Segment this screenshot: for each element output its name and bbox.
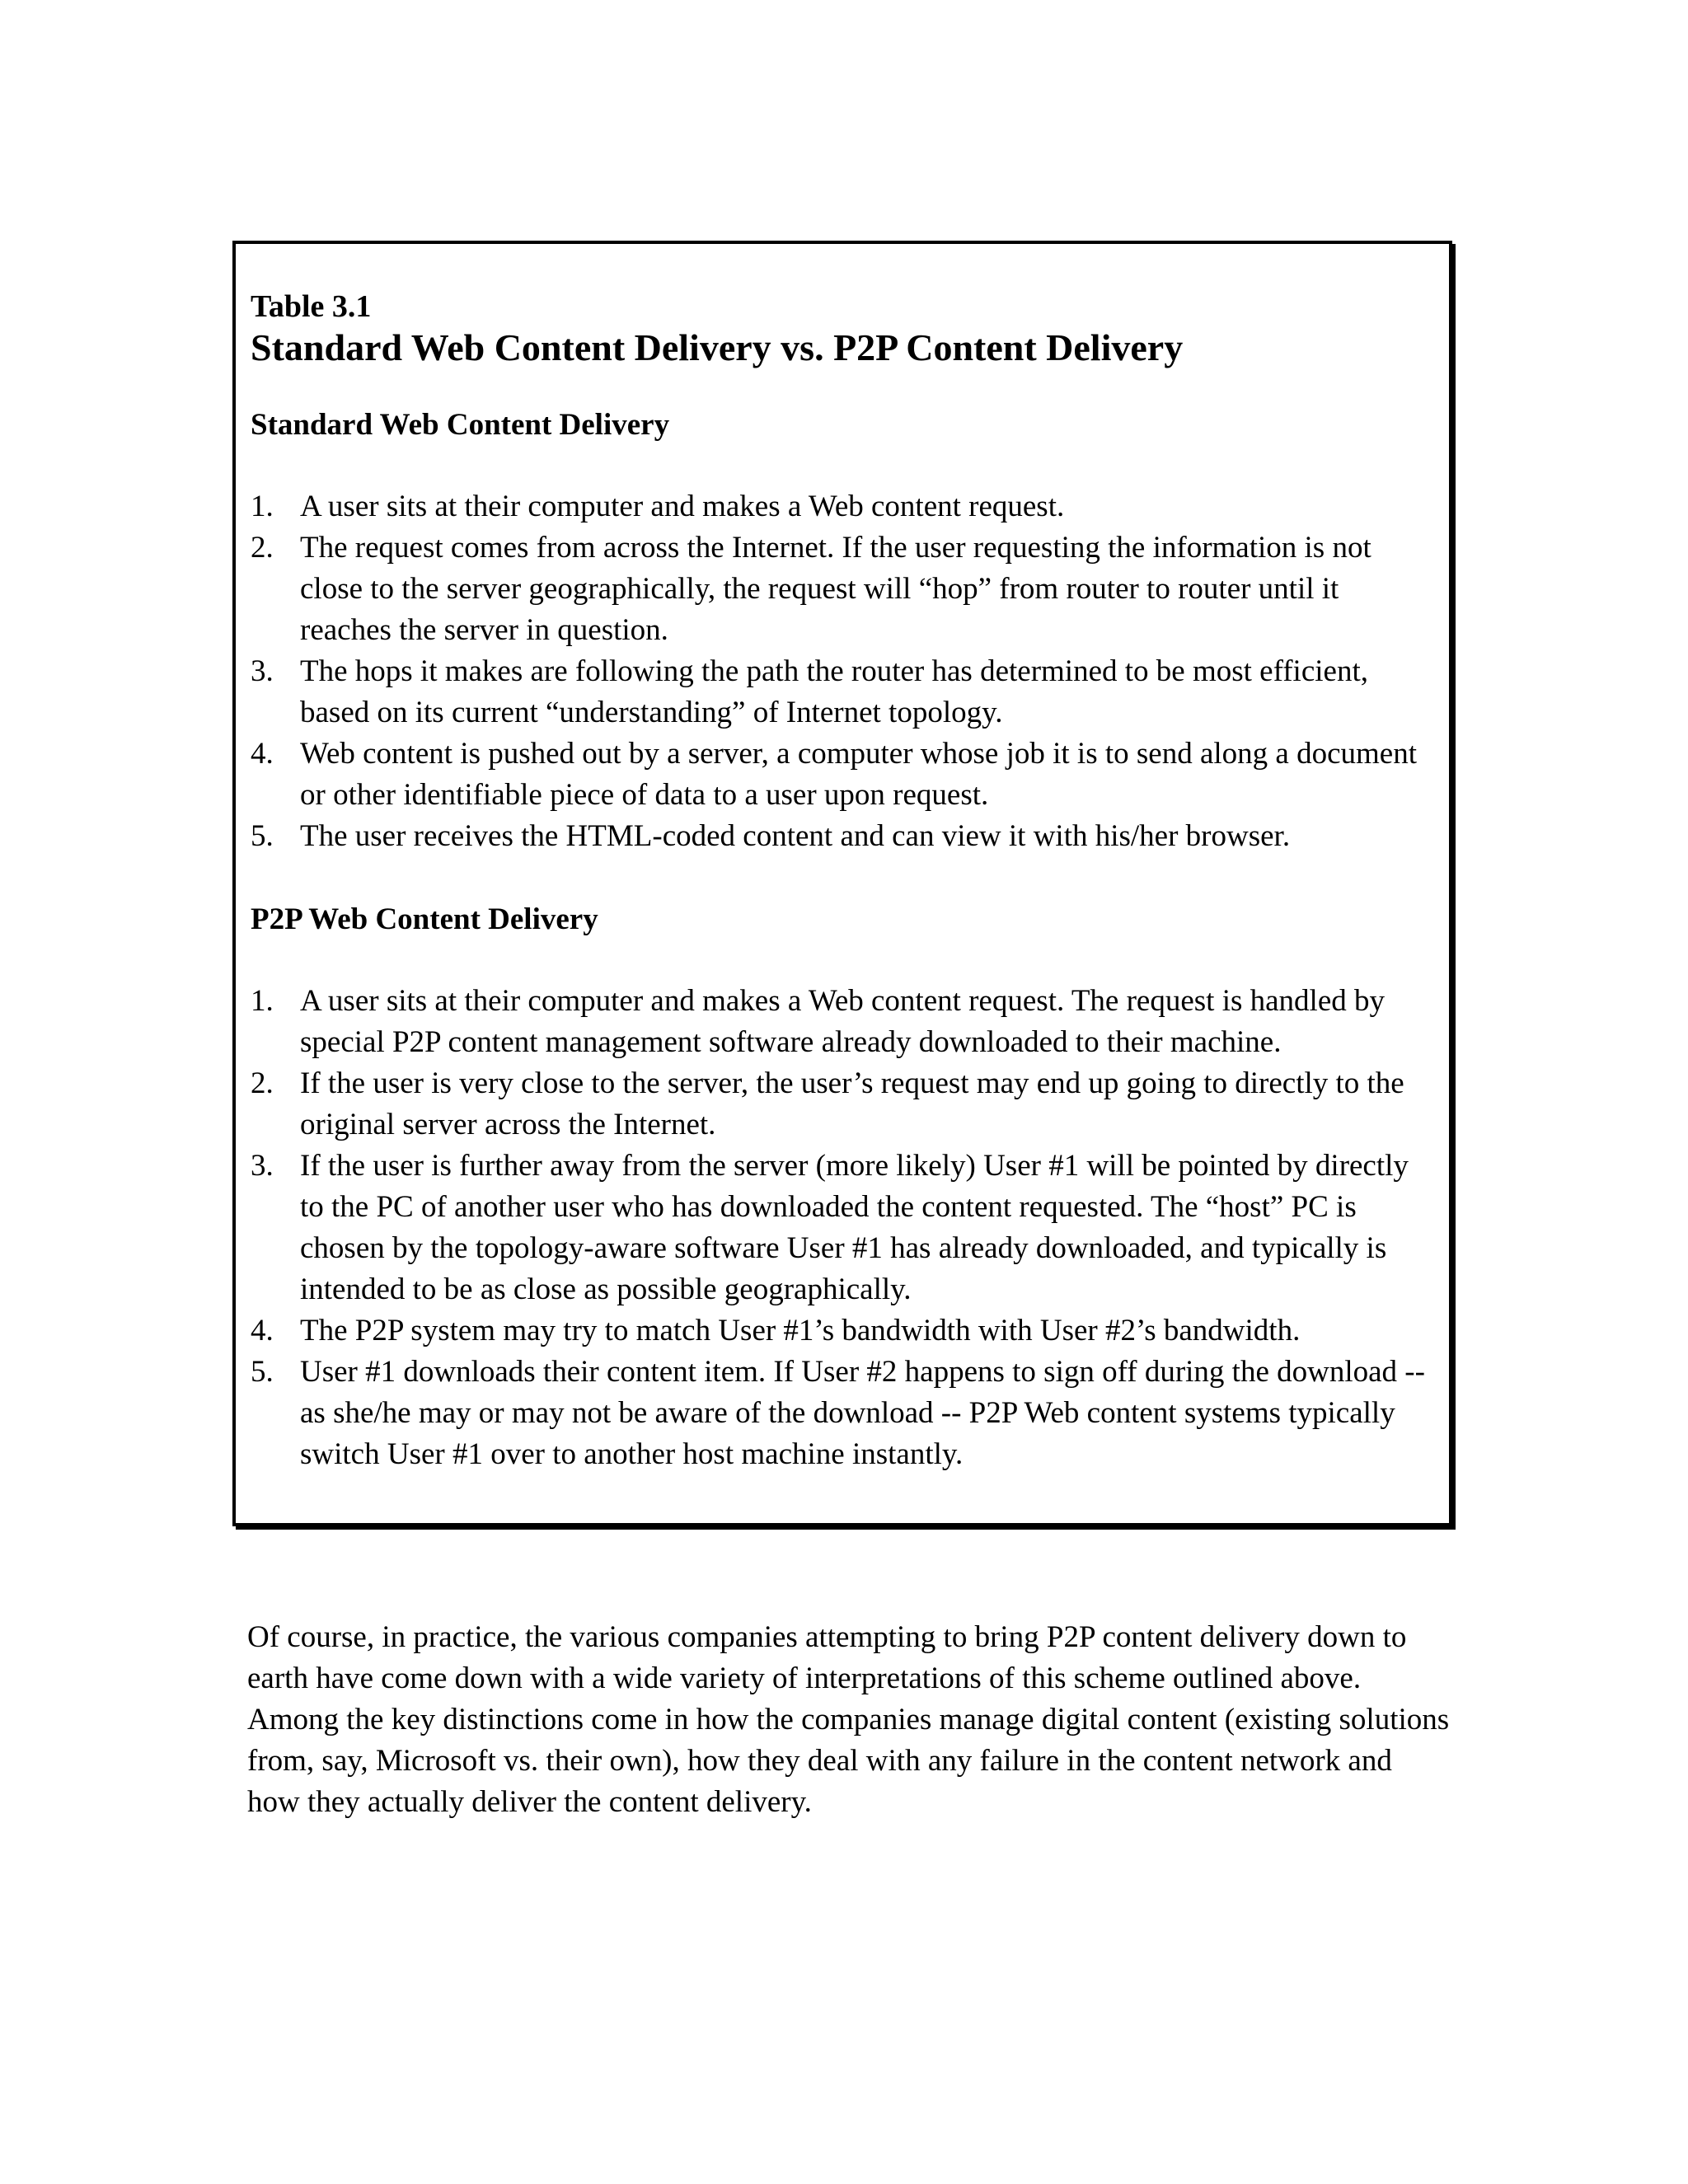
list-text: A user sits at their computer and makes a Web content request. bbox=[300, 490, 1065, 523]
list-item bbox=[251, 527, 1434, 651]
table-content bbox=[251, 288, 1434, 1475]
list-number: 5. bbox=[251, 1355, 274, 1389]
list-item bbox=[251, 816, 1434, 857]
body-paragraph: Of course, in practice, the various companies attempting to bring P2P content delivery down to earth have come down with a wide variety of interpretations of this scheme outlined above. Among the key distinctions come in how the companies manage digital content (existing solutions from, say, Microsoft vs. their own), how they deal with any failure in the content network and how they actually deliver the content delivery. bbox=[247, 1620, 1450, 1819]
list-item bbox=[251, 1310, 1434, 1352]
list-text: If the user is further away from the server (more likely) User #1 will be pointed by directly to the PC of another user who has downloaded the content requested. The “host” PC is chosen by the topology-aware software User #1 has already downloaded, and typically is intended to be as close as possible geographically. bbox=[300, 1149, 1409, 1306]
list-number: 5. bbox=[251, 819, 274, 853]
list-text: Web content is pushed out by a server, a computer whose job it is to send along a document or other identifiable piece of data to a user upon request. bbox=[300, 737, 1417, 812]
list-item bbox=[251, 981, 1434, 1063]
list-item bbox=[251, 1063, 1434, 1146]
list-text: User #1 downloads their content item. If User #2 happens to sign off during the download -- as she/he may or may not be aware of the download -- P2P Web content systems typically switch User #1 over to another host machine instantly. bbox=[300, 1355, 1425, 1471]
list-text: A user sits at their computer and makes a Web content request. The request is handled by special P2P content management software already downloaded to their machine. bbox=[300, 984, 1385, 1059]
list-number: 3. bbox=[251, 1149, 274, 1183]
standard-steps-list bbox=[251, 486, 1434, 857]
list-number: 1. bbox=[251, 984, 274, 1018]
table-title: Standard Web Content Delivery vs. P2P Content Delivery bbox=[251, 326, 1184, 368]
p2p-steps-list bbox=[251, 981, 1434, 1475]
list-number: 4. bbox=[251, 1314, 274, 1347]
list-number: 2. bbox=[251, 531, 274, 565]
list-item bbox=[251, 1146, 1434, 1310]
table-label: Table 3.1 bbox=[251, 289, 372, 324]
list-item bbox=[251, 486, 1434, 527]
list-item bbox=[251, 733, 1434, 816]
section-heading-p2p: P2P Web Content Delivery bbox=[251, 902, 598, 936]
list-number: 1. bbox=[251, 490, 274, 523]
list-text: The user receives the HTML-coded content and can view it with his/her browser. bbox=[300, 819, 1291, 853]
table-box bbox=[232, 241, 1452, 1526]
list-number: 4. bbox=[251, 737, 274, 771]
list-text: The request comes from across the Internet. If the user requesting the information is not close to the server geographically, the request will “hop” from router to router until it reaches the server in question. bbox=[300, 531, 1372, 647]
list-text: The hops it makes are following the path the router has determined to be most efficient, based on its current “understanding” of Internet topology. bbox=[300, 654, 1368, 729]
list-text: If the user is very close to the server, the user’s request may end up going to directly to the original server across the Internet. bbox=[300, 1066, 1404, 1141]
list-number: 3. bbox=[251, 654, 274, 688]
list-item bbox=[251, 651, 1434, 733]
list-number: 2. bbox=[251, 1066, 274, 1100]
list-item bbox=[251, 1352, 1434, 1475]
section-heading-standard: Standard Web Content Delivery bbox=[251, 408, 670, 442]
list-text: The P2P system may try to match User #1’s bandwidth with User #2’s bandwidth. bbox=[300, 1314, 1301, 1347]
